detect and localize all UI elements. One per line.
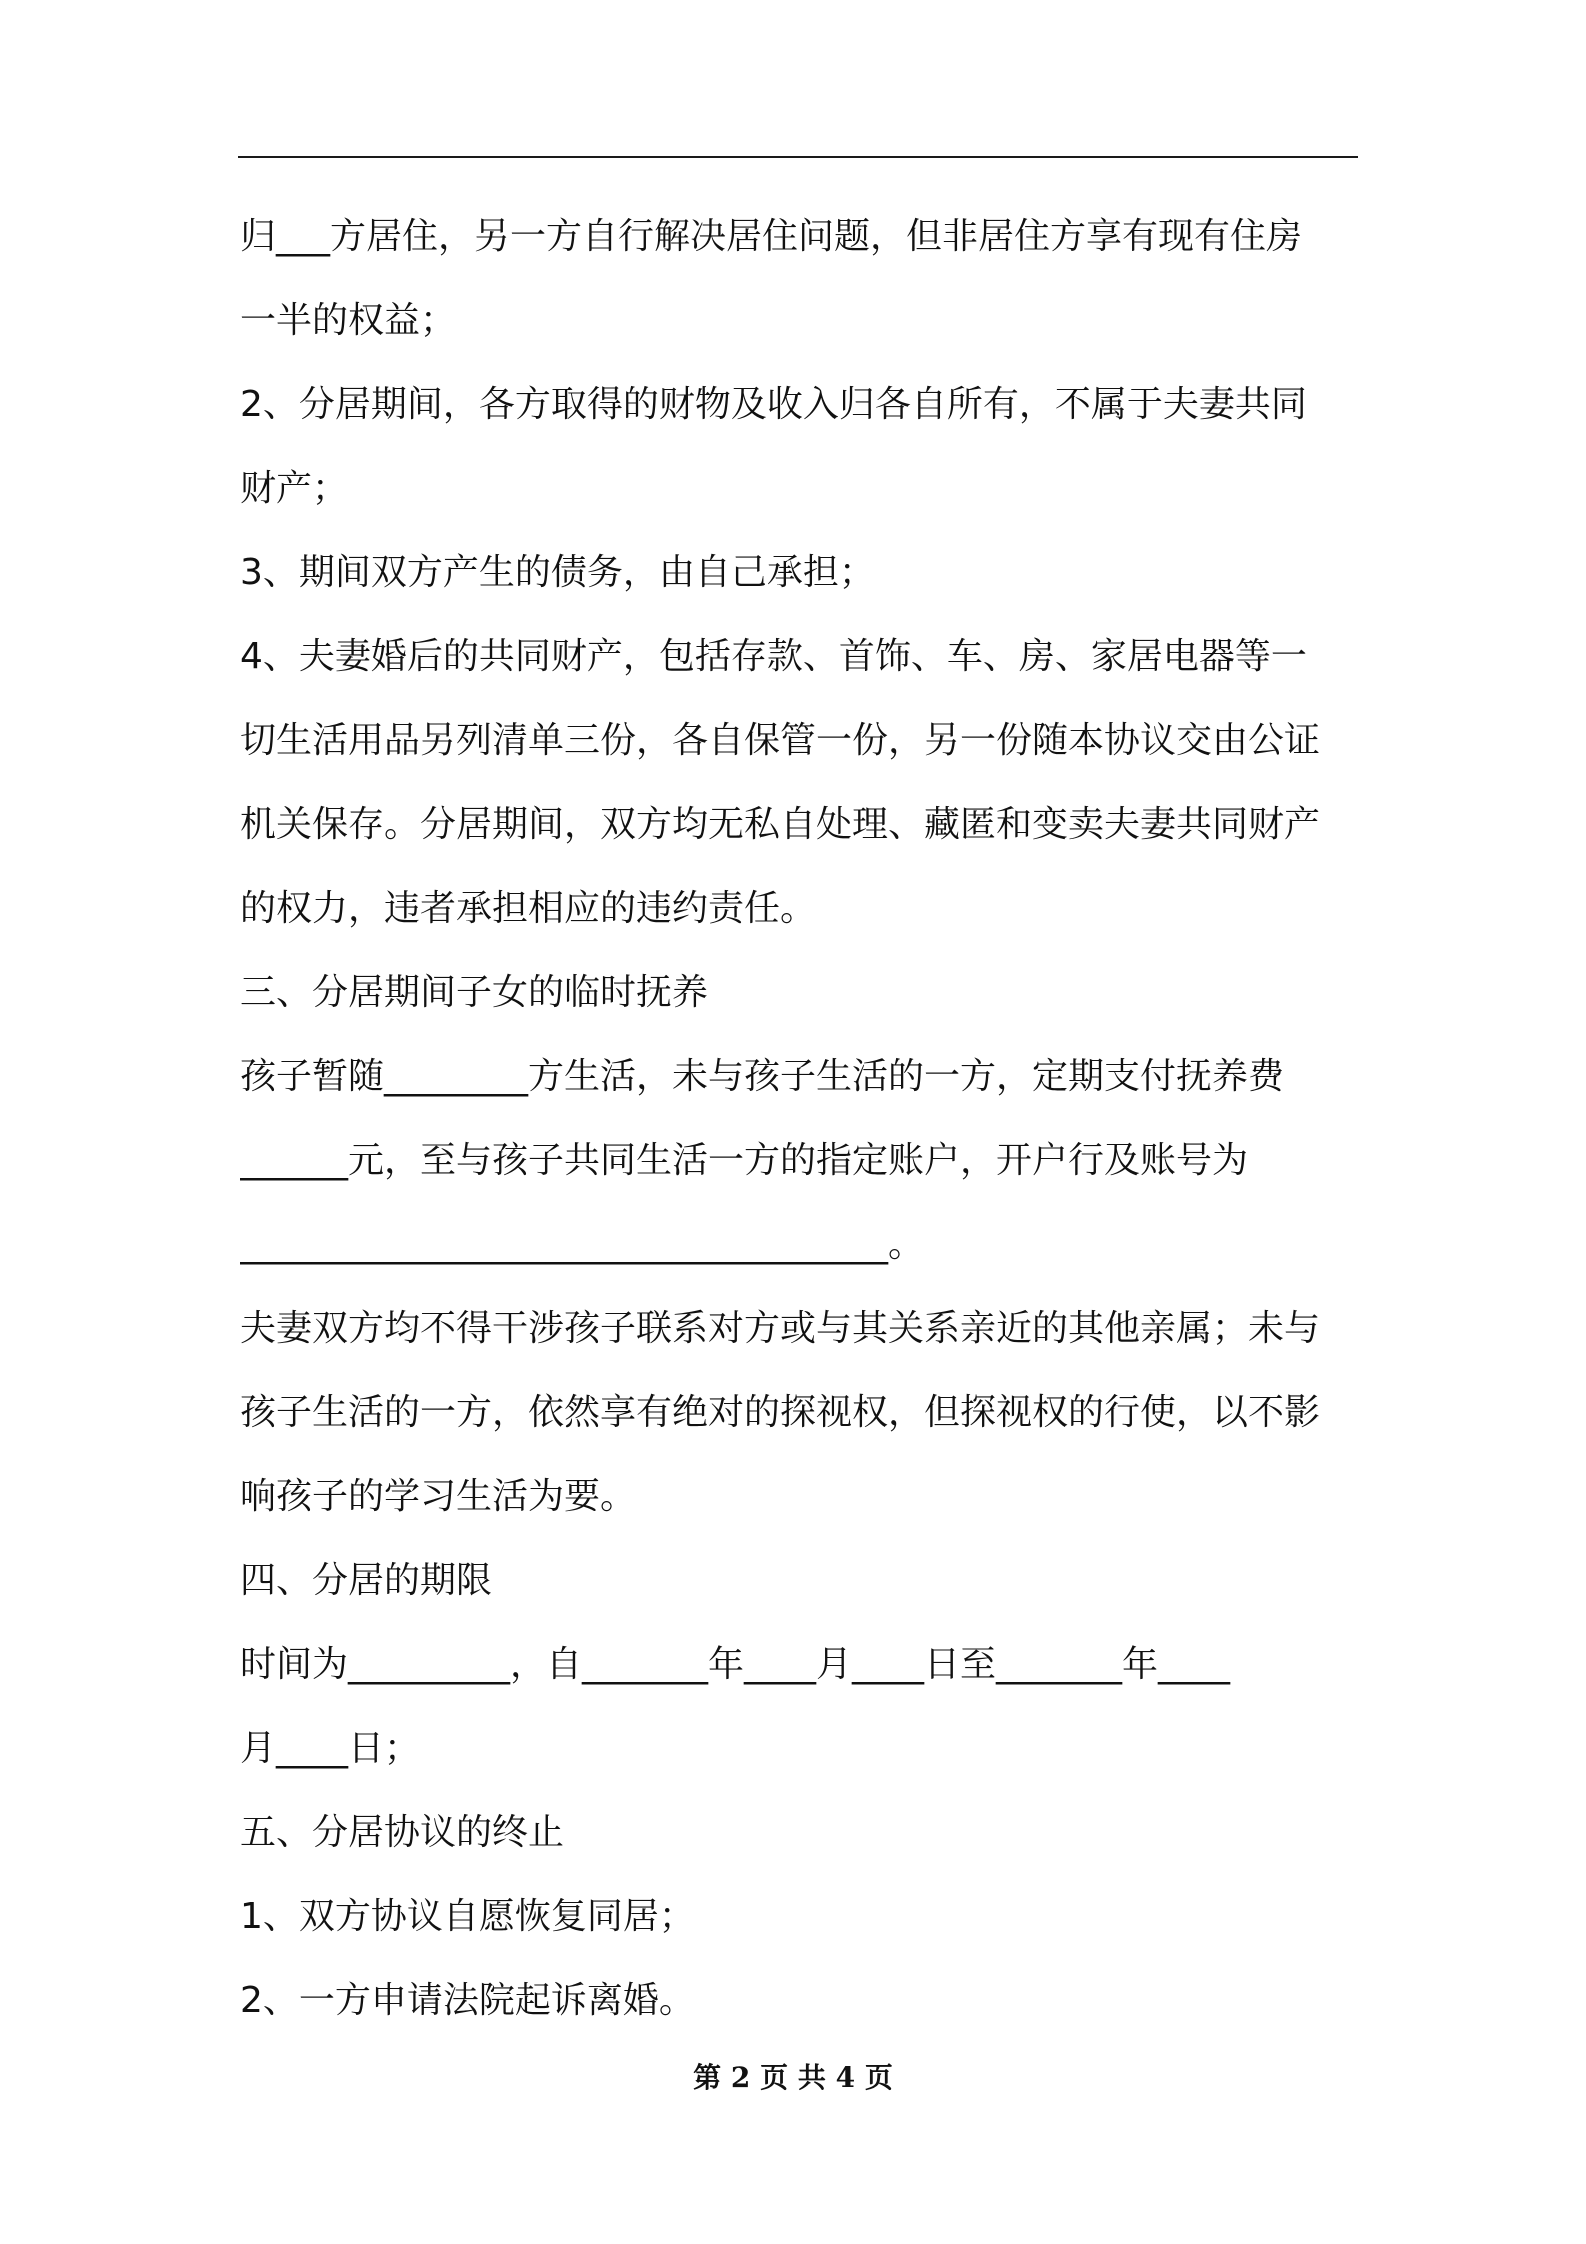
body-line: 归___方居住，另一方自行解决居住问题，但非居住方享有现有住房 — [240, 216, 1303, 257]
header-rule — [238, 156, 1358, 158]
body-line: 一半的权益； — [240, 300, 457, 341]
body-line: 4、夫妻婚后的共同财产，包括存款、首饰、车、房、家居电器等一 — [240, 636, 1307, 677]
body-line: ____________________________________。 — [240, 1224, 924, 1265]
body-line: 2、一方申请法院起诉离婚。 — [240, 1980, 695, 2021]
page-number-footer: 第 2 页 共 4 页 — [693, 2061, 893, 2094]
body-line: 财产； — [240, 468, 349, 509]
body-line: 响孩子的学习生活为要。 — [240, 1476, 637, 1517]
body-line: 的权力，违者承担相应的违约责任。 — [240, 888, 817, 929]
body-line: 夫妻双方均不得干涉孩子联系对方或与其关系亲近的其他亲属；未与 — [240, 1308, 1321, 1349]
body-line: 孩子生活的一方，依然享有绝对的探视权，但探视权的行使，以不影 — [240, 1392, 1321, 1433]
body-line: 1、双方协议自愿恢复同居； — [240, 1896, 695, 1937]
body-line: 机关保存。分居期间，双方均无私自处理、藏匿和变卖夫妻共同财产 — [240, 804, 1321, 845]
body-line: 3、期间双方产生的债务，由自己承担； — [240, 552, 875, 593]
section-heading: 四、分居的期限 — [240, 1560, 493, 1601]
section-heading: 三、分居期间子女的临时抚养 — [240, 972, 709, 1013]
document-body — [240, 195, 1360, 2043]
body-line: 2、分居期间，各方取得的财物及收入归各自所有，不属于夫妻共同 — [240, 384, 1307, 425]
body-line: 月____日； — [240, 1728, 421, 1769]
body-line: 切生活用品另列清单三份，各自保管一份，另一份随本协议交由公证 — [240, 720, 1321, 761]
body-line: 孩子暂随________方生活，未与孩子生活的一方，定期支付抚养费 — [240, 1056, 1285, 1097]
section-heading: 五、分居协议的终止 — [240, 1812, 565, 1853]
body-line: 时间为_________，自_______年____月____日至_______年____ — [240, 1644, 1231, 1685]
body-line: ______元，至与孩子共同生活一方的指定账户，开户行及账号为 — [240, 1140, 1249, 1181]
